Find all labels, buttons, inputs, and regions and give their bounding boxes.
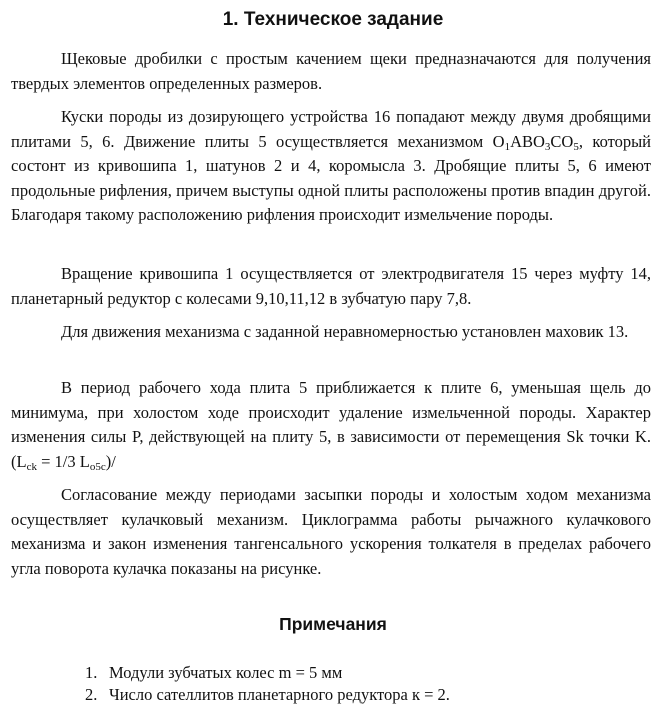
list-item-number: 1. [85,663,98,682]
paragraph-working-stroke-text-a: В период рабочего хода плита 5 приближается к плите 6, уменьшая щель до минимума, при холостом ходе происходит удаление измельченной породы. Характер изменения силы P, действующей на плиту 5, в зависимости от перемещения Sk точки K. (L [11,378,651,471]
paragraph-mechanism-text-c: CO [550,131,574,151]
subscript: 5 [573,140,579,153]
subscript: 1 [504,140,511,153]
paragraph-intro: Щековые дробилки с простым качением щеки предназначаются для получения твердых элементов определенных размеров. [11,49,651,93]
page-title: 1. Техническое задание [222,9,444,30]
list-item [85,684,645,706]
notes-list [85,662,645,706]
subscript: 3 [544,140,551,153]
list-item-number: 2. [85,685,98,704]
subscript: ck [26,460,37,473]
list-item [85,662,645,684]
list-item-text: Модули зубчатых колес m = 5 мм [109,663,343,682]
notes-title: Примечания [279,614,387,634]
list-item-text: Число сателлитов планетарного редуктора к = 2. [109,685,450,704]
paragraph-mechanism [11,105,651,228]
subscript: o5c [89,460,106,473]
paragraph-flywheel: Для движения механизма с заданной неравномерностью установлен маховик 13. [61,322,629,341]
paragraph-mechanism-text-d: , который состонт из кривошипа 1, шатунов 2 и 4, коромысла 3. Дробящие плиты 5, 6 имеют продольные рифления, причем выступы одной плиты расположены против впадин другой. Благодаря такому расположению рифления происходит измельчение породы. [11,131,652,225]
paragraph-cam: Согласование между периодами засыпки породы и холостым ходом механизма осуществляет кулачковый механизм. Циклограмма работы рычажного кулачкового механизма и закон изменения тангенсального ускорения толкателя в пределах рабочего угла поворота кулачка показаны на рисунке. [11,485,651,578]
paragraph-drive: Вращение кривошипа 1 осуществляется от электродвигателя 15 через муфту 14, планетарный редуктор с колесами 9,10,11,12 в зубчатую пару 7,8. [11,264,651,308]
paragraph-mechanism-text-b: ABO [510,131,545,151]
paragraph-mechanism-text-a: Куски породы из дозирующего устройства 16 попадают между двумя дробящими плитами 5, 6. Движение плиты 5 осуществляется механизмом O [11,107,651,151]
paragraph-working-stroke-text-b: = 1/3 L [36,451,90,471]
paragraph-working-stroke-text-c: )/ [105,451,116,471]
paragraph-working-stroke [11,376,651,474]
